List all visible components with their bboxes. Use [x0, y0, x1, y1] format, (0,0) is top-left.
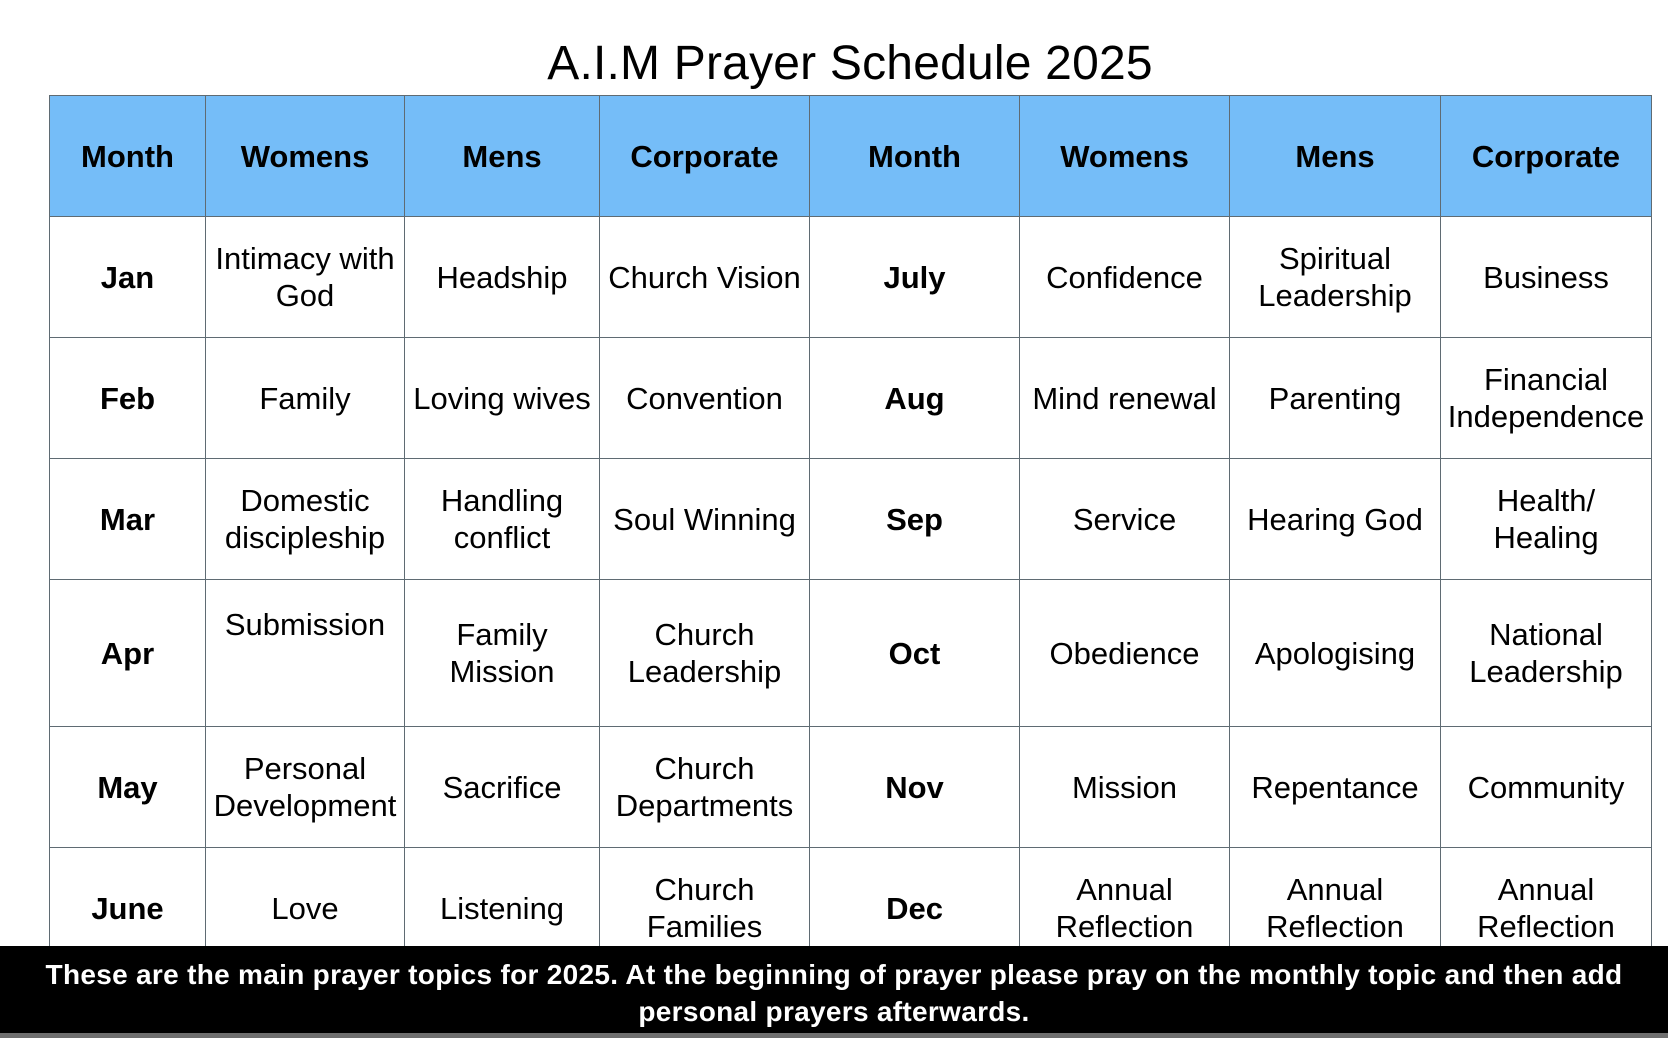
table-row	[50, 727, 1652, 848]
corporate-topic-cell: Financial Independence	[1441, 338, 1652, 459]
month-cell: Jan	[50, 217, 206, 338]
prayer-schedule-table	[49, 95, 1652, 969]
table-row	[50, 338, 1652, 459]
month-cell: Feb	[50, 338, 206, 459]
month-cell: Dec	[810, 848, 1020, 969]
womens-topic-cell: Submission	[206, 580, 405, 727]
mens-topic-cell: Handling conflict	[405, 459, 600, 580]
corporate-topic-cell: Annual Reflection	[1441, 848, 1652, 969]
header-row	[50, 96, 1652, 217]
column-header-corporate: Corporate	[1441, 96, 1652, 217]
womens-topic-cell: Personal Development	[206, 727, 405, 848]
column-header-womens: Womens	[206, 96, 405, 217]
column-header-womens: Womens	[1020, 96, 1230, 217]
mens-topic-cell: Spiritual Leadership	[1230, 217, 1441, 338]
month-cell: June	[50, 848, 206, 969]
month-cell: Nov	[810, 727, 1020, 848]
column-header-mens: Mens	[1230, 96, 1441, 217]
month-cell: Aug	[810, 338, 1020, 459]
column-header-mens: Mens	[405, 96, 600, 217]
corporate-topic-cell: Business	[1441, 217, 1652, 338]
corporate-topic-cell: Church Departments	[600, 727, 810, 848]
column-header-corporate: Corporate	[600, 96, 810, 217]
footer-text: These are the main prayer topics for 2025. At the beginning of prayer please pray on the monthly topic and then add personal prayers afterwards.	[45, 959, 1623, 1027]
table-row	[50, 459, 1652, 580]
mens-topic-cell: Hearing God	[1230, 459, 1441, 580]
corporate-topic-cell: Church Families	[600, 848, 810, 969]
corporate-topic-cell: Church Leadership	[600, 580, 810, 727]
mens-topic-cell: Apologising	[1230, 580, 1441, 727]
corporate-topic-cell: Community	[1441, 727, 1652, 848]
womens-topic-cell: Intimacy with God	[206, 217, 405, 338]
mens-topic-cell: Annual Reflection	[1230, 848, 1441, 969]
mens-topic-cell: Repentance	[1230, 727, 1441, 848]
month-cell: Apr	[50, 580, 206, 727]
page-title: A.I.M Prayer Schedule 2025	[547, 37, 1153, 90]
mens-topic-cell: Headship	[405, 217, 600, 338]
column-header-month: Month	[810, 96, 1020, 217]
month-cell: Oct	[810, 580, 1020, 727]
mens-topic-cell: Listening	[405, 848, 600, 969]
womens-topic-cell: Mission	[1020, 727, 1230, 848]
womens-topic-cell: Love	[206, 848, 405, 969]
corporate-topic-cell: Health/ Healing	[1441, 459, 1652, 580]
womens-topic-cell: Obedience	[1020, 580, 1230, 727]
mens-topic-cell: Family Mission	[405, 580, 600, 727]
womens-topic-cell: Annual Reflection	[1020, 848, 1230, 969]
month-cell: July	[810, 217, 1020, 338]
column-header-month: Month	[50, 96, 206, 217]
footer-banner	[0, 946, 1668, 1038]
mens-topic-cell: Loving wives	[405, 338, 600, 459]
table-row	[50, 217, 1652, 338]
corporate-topic-cell: Soul Winning	[600, 459, 810, 580]
mens-topic-cell: Sacrifice	[405, 727, 600, 848]
corporate-topic-cell: Church Vision	[600, 217, 810, 338]
month-cell: Sep	[810, 459, 1020, 580]
womens-topic-cell: Mind renewal	[1020, 338, 1230, 459]
womens-topic-cell: Confidence	[1020, 217, 1230, 338]
womens-topic-cell: Family	[206, 338, 405, 459]
corporate-topic-cell: National Leadership	[1441, 580, 1652, 727]
table-row	[50, 580, 1652, 727]
month-cell: May	[50, 727, 206, 848]
womens-topic-cell: Service	[1020, 459, 1230, 580]
womens-topic-cell: Domestic discipleship	[206, 459, 405, 580]
month-cell: Mar	[50, 459, 206, 580]
mens-topic-cell: Parenting	[1230, 338, 1441, 459]
corporate-topic-cell: Convention	[600, 338, 810, 459]
